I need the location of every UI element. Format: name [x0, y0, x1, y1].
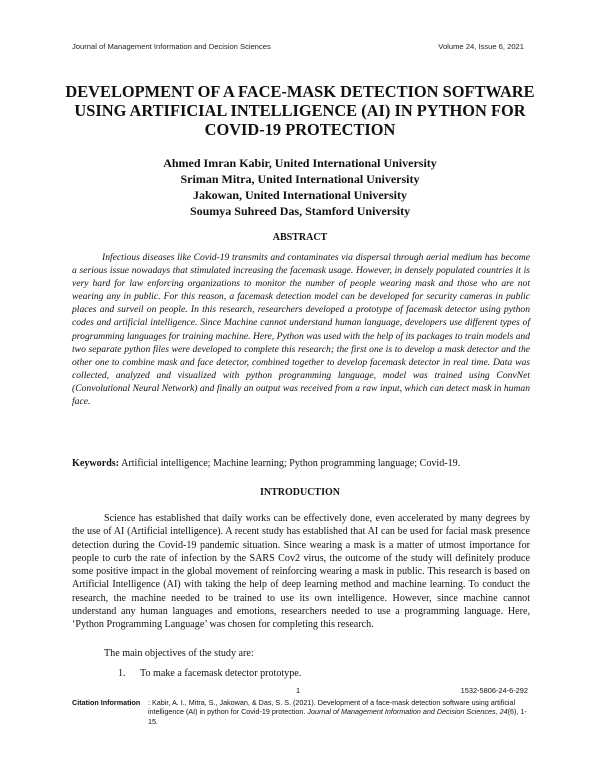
- citation-journal: Journal of Management Information and Decision Sciences, 24: [307, 707, 508, 717]
- list-item: [118, 668, 301, 679]
- page-number: 1: [296, 686, 301, 695]
- citation-text: : Kabir, A. I., Mitra, S., Jakowan, & Das, S. S. (2021). Development of a face-mask detection software using artificial intelligence (AI) in python for Covid-19 protection. Journal of Management Information and Decision Sciences, 24(6), 1-15.: [148, 698, 527, 726]
- journal-name: Journal of Management Information and Decision Sciences: [72, 42, 271, 51]
- author-list: [60, 155, 540, 219]
- paper-title: DEVELOPMENT OF A FACE-MASK DETECTION SOFTWARE USING ARTIFICIAL INTELLIGENCE (AI) IN PYTHON FOR COVID-19 PROTECTION: [65, 82, 535, 139]
- introduction-heading: INTRODUCTION: [259, 487, 340, 498]
- abstract-text: Infectious diseases like Covid-19 transmits and contaminates via dispersal through aerial medium has become a serious issue nowadays that stimulated increasing the facemask usage. However, in densely populated countries it is very hard for law enforcing organizations to monitor the number of people wearing mask and those who are not wearing any in public. For this reason, a facemask detection model can be developed for security cameras in public places and surveil on people. In this research, researchers developed a prototype of facemask detector using python codes and artificial intelligence. Since Machine cannot understand human language, developers use different types of programming languages for training machine. Here, Python was used with the help of its packages to train models and two separate python files were developed to complete this research; the first one is to develop a mask detector and the other one to combine mask and face detector, combined together to develop facemask detector in real time. Data was collected, analyzed and visualized with python programming language, model was trained using ConvNet (Convolutional Neural Network) and finally an output was received from a raw input, which can detect mask in human face.: [72, 252, 530, 408]
- keywords: [72, 458, 532, 469]
- author-line: Ahmed Imran Kabir, United International University: [163, 156, 437, 170]
- introduction-paragraph: Science has established that daily works can be effectively done, even accelerated by many degrees by the use of AI (Artificial intelligence). A recent study has established that AI can be used for facial mask presence detection during the Covid-19 pandemic situation. Since wearing a mask is a matter of utmost importance for people to curb the rate of infection by the SARS Cov2 virus, the outcome of the study will definitely produce some positive impact in the global movement of reinforcing wearing a mask in public. This research is based on Artificial Intelligence (AI) with taking the help of deep learning method and machine learning. To conduct the research, the machine needed to be trained to use its own intelligence. However, since machine cannot understand any human languages and emotions, researchers needed to use a programming language. Here, ‘Python Programming Language’ was chosen for completing this research.: [72, 513, 530, 631]
- keywords-label: Keywords:: [72, 458, 120, 469]
- keywords-text: Artificial intelligence; Machine learning; Python programming language; Covid-19.: [121, 458, 461, 469]
- author-line: Sriman Mitra, United International University: [180, 172, 420, 186]
- abstract-heading: ABSTRACT: [272, 232, 328, 243]
- list-item-number: 1.: [118, 668, 126, 679]
- author-line: Jakowan, United International University: [192, 188, 407, 202]
- list-item-text: To make a facemask detector prototype.: [140, 668, 302, 679]
- citation-label: Citation Information: [72, 698, 141, 707]
- citation-information: [72, 698, 532, 726]
- author-line: Soumya Suhreed Das, Stamford University: [189, 204, 411, 218]
- objectives-intro: The main objectives of the study are:: [104, 648, 254, 659]
- article-id: 1532-5806-24-6-292: [460, 686, 528, 695]
- volume-issue: Volume 24, Issue 6, 2021: [438, 42, 524, 51]
